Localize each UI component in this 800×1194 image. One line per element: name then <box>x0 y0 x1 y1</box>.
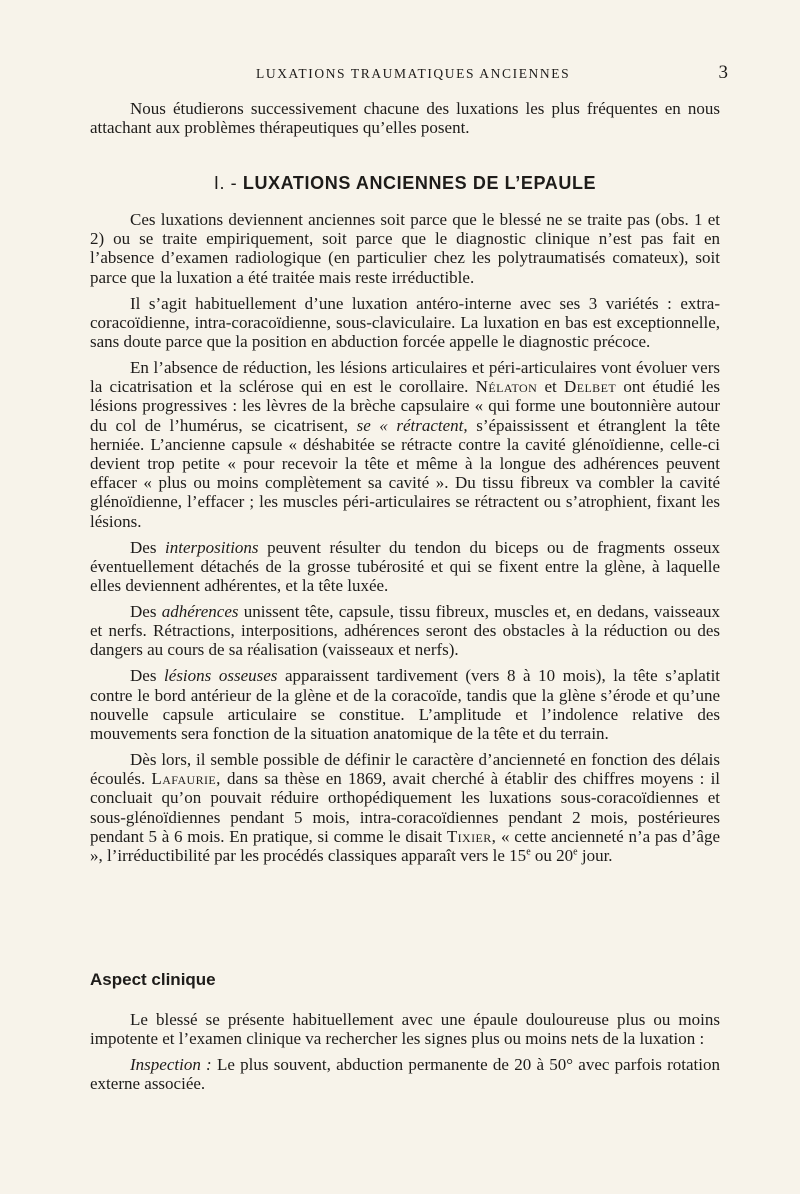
inspection-text: Le plus souvent, abduction permanente de 20 à 50° avec parfois rotation externe associée. <box>90 1055 721 1094</box>
clinical-paragraph-1: Le blessé se présente habituellement avec une épaule douloureuse plus ou moins impotente et l’examen clinique va rechercher les signes plus ou moins nets de la luxation : <box>90 1010 720 1049</box>
author-delbet: Delbet <box>564 377 617 397</box>
p4-italic: interpositions <box>165 537 259 557</box>
section-number: I. - <box>213 173 238 193</box>
p6-text-b: apparaissent tardivement (vers 8 à 10 mois), la tête s’aplatit contre le bord antérieur de la glène et de la coracoïde, tandis que la glène s’érode et qu’une nouvelle capsule articulaire se constitue. L’amplitude et l’indolence relative des mouvements sera fonction de la situation anatomique de la tête et du terrain. <box>90 666 721 744</box>
p3-text-c: ont étudié les lésions progressives : les lèvres de la brèche capsulaire « qui forme une boutonnière autour du col de l’humérus, se cicatrisent, <box>90 377 721 435</box>
paragraph-4 <box>90 538 720 596</box>
superscript-e-1: e <box>526 846 531 858</box>
clinical-paragraph-2 <box>90 1055 720 1093</box>
section-title-text: LUXATIONS ANCIENNES DE L’EPAULE <box>242 173 597 193</box>
p4-text-b: peuvent résulter du tendon du biceps ou de fragments osseux éventuellement détachés de la grosse tubérosité et qui se fixent entre la glène, à laquelle elles deviennent adhérentes, et la tête luxée. <box>90 537 721 596</box>
paragraph-6 <box>90 666 720 743</box>
superscript-e-2: e <box>573 846 578 858</box>
p7-text-b: dans sa thèse en 1869, avait cherché à établir des chiffres moyens : il concluait qu’on pouvait réduire orthopédiquement les luxations sous-coracoïdiennes et sous-glénoïdiennes pendant 5 mois, intra-coracoïdiennes pendant 2 mois, postérieures pendant 5 à 6 mois. En pratique, si comme le disait <box>90 769 721 846</box>
author-tixier: Tixier, <box>446 826 497 846</box>
author-nelaton: Nélaton <box>475 377 538 397</box>
p3-italic: se « rétractent, <box>356 415 468 435</box>
p3-text-a: En l’absence de réduction, les lésions articulaires et péri-articulaires vont évoluer vers la cicatrisation et la sclérose qui en est le corollaire. <box>90 358 720 397</box>
paragraph-7 <box>90 750 720 865</box>
subheading-clinical: Aspect clinique <box>90 970 216 989</box>
clinical-body <box>90 1010 720 1100</box>
paragraph-1: Ces luxations deviennent anciennes soit parce que le blessé ne se traite pas (obs. 1 et 2) ou se traite empiriquement, soit parce que le diagnostic clinique n’est pas fait en l’absence d’examen radiologique (en particulier chez les polytraumatisés comateux), soit parce que la luxation a été traitée mais reste irréductible. <box>90 210 720 287</box>
p5-italic: adhérences <box>161 602 239 622</box>
p7-text-d: ou 20 <box>534 846 574 866</box>
p7-text-e: jour. <box>581 846 613 866</box>
section-title <box>90 173 720 194</box>
page-number: 3 <box>718 62 728 83</box>
p6-text-a: Des <box>130 666 157 686</box>
section-body <box>90 210 720 872</box>
p6-italic: lésions osseuses <box>164 666 278 686</box>
p7-text-a: Dès lors, il semble possible de définir le caractère d’ancienneté en fonction des délais écoulés. <box>90 750 720 789</box>
author-lafaurie: Lafaurie, <box>151 769 221 789</box>
inspection-label: Inspection : <box>130 1055 212 1075</box>
p5-text-b: unissent tête, capsule, tissu fibreux, muscles et, en dedans, vaisseaux et nerfs. Rétractions, interpositions, adhérences seront des obstacles à la réduction ou des dangers au cours de sa réalisation (vaisseaux et nerfs). <box>90 602 721 660</box>
p7-text-c: « cette ancienneté n’a pas d’âge », l’irréductibilité par les procédés classiques apparaît vers le 15 <box>90 826 720 866</box>
paragraph-2: Il s’agit habituellement d’une luxation antéro-interne avec ses 3 variétés : extra-coracoïdienne, intra-coracoïdienne, sous-claviculaire. La luxation en bas est exceptionnelle, sans doute parce que la position en abduction forcée appelle le diagnostic précoce. <box>90 293 720 352</box>
running-title: LUXATIONS TRAUMATIQUES ANCIENNES <box>256 66 571 81</box>
p5-text-a: Des <box>130 602 157 622</box>
paragraph-3 <box>90 358 720 531</box>
p3-text-d: s’épaississent et étranglent la tête herniée. L’ancienne capsule « déshabitée se rétracte contre la cavité glénoïdienne, celle-ci devient trop petite « pour recevoir la tête et même à la longue des adhérences peuvent effacer « plus ou moins complètement sa cavité ». Du tissu fibreux va combler la cavité glénoïdienne, l’effacer ; les muscles péri-articulaires se rétractent ou s’atrophient, fixant les lésions. <box>90 415 721 531</box>
p3-text-b: et <box>544 377 557 397</box>
intro-paragraph: Nous étudierons successivement chacune des luxations les plus fréquentes en nous attachant aux problèmes thérapeutiques qu’elles posent. <box>90 99 720 138</box>
p4-text-a: Des <box>130 537 157 557</box>
page-header <box>90 62 728 86</box>
paragraph-5 <box>90 602 720 660</box>
